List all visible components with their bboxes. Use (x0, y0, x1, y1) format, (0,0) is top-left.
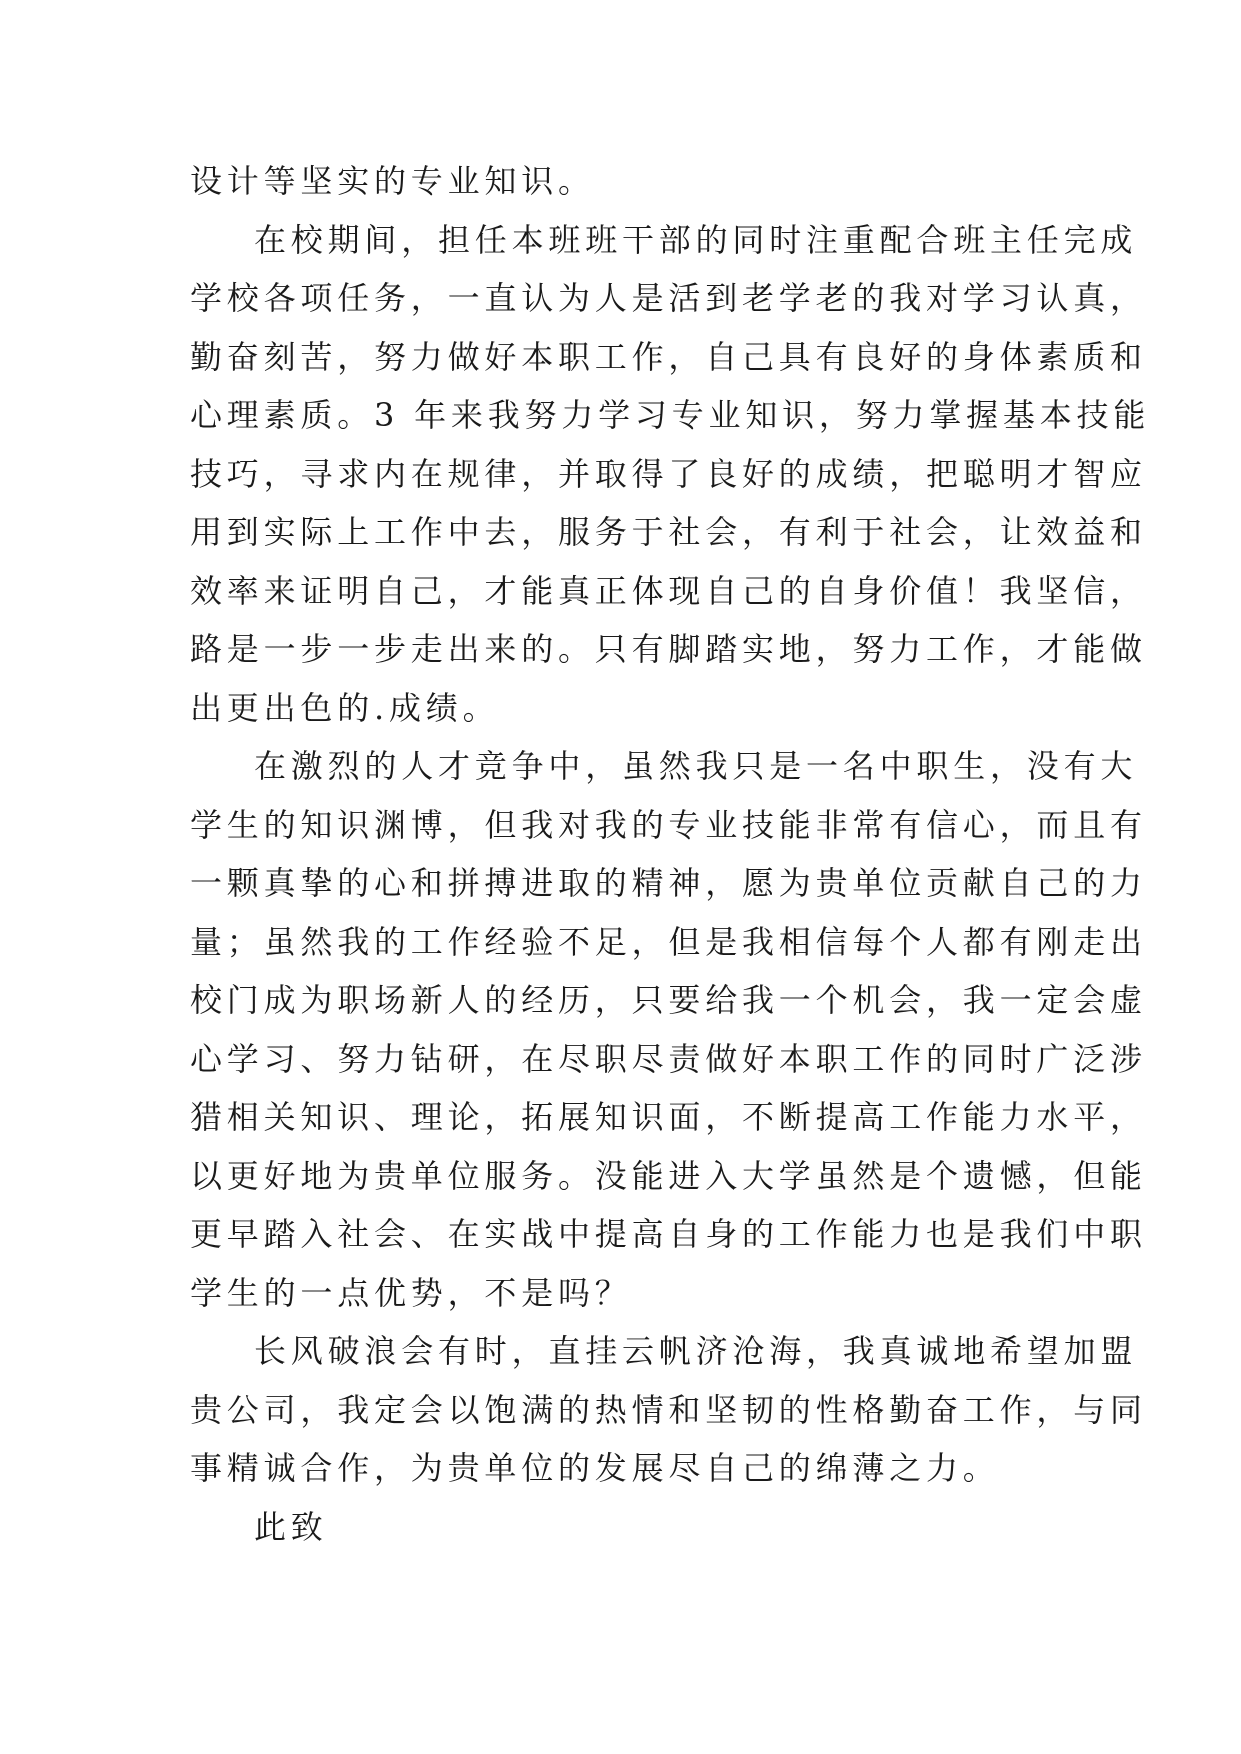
text-line: 心理素质。3 年来我努力学习专业知识，努力掌握基本技能 (190, 396, 1151, 434)
text-line: 量；虽然我的工作经验不足，但是我相信每个人都有刚走出 (190, 922, 1147, 961)
text-line: 技巧，寻求内在规律，并取得了良好的成绩，把聪明才智应 (190, 454, 1147, 493)
text-line: 猎相关知识、理论，拓展知识面，不断提高工作能力水平， (190, 1098, 1147, 1136)
text-line: 效率来证明自己，才能真正体现自己的自身价值！我坚信， (190, 571, 1147, 610)
text-line: 路是一步一步走出来的。只有脚踏实地，努力工作，才能做 (190, 630, 1147, 668)
text-line: 事精诚合作，为贵单位的发展尽自己的绵薄之力。 (190, 1449, 1000, 1487)
text-line: 心学习、努力钻研，在尽职尽责做好本职工作的同时广泛涉 (190, 1039, 1147, 1078)
text-line: 贵公司，我定会以饱满的热情和坚韧的性格勤奋工作，与同 (190, 1390, 1147, 1429)
text-line: 学生的一点优势，不是吗？ (190, 1273, 632, 1312)
text-line: 学校各项任务，一直认为人是活到老学老的我对学习认真， (190, 279, 1147, 317)
paragraph-start-line: 在校期间，担任本班班干部的同时注重配合班主任完成 (254, 220, 1138, 259)
paragraph-start-line: 在激烈的人才竞争中，虽然我只是一名中职生，没有大 (254, 747, 1138, 785)
text-line: 校门成为职场新人的经历，只要给我一个机会，我一定会虚 (190, 981, 1147, 1019)
letter-body (190, 152, 1151, 1556)
text-line: 设计等坚实的专业知识。 (190, 162, 595, 200)
paragraph-start-line: 长风破浪会有时，直挂云帆济沧海，我真诚地希望加盟 (254, 1332, 1138, 1370)
text-line: 学生的知识渊博，但我对我的专业技能非常有信心，而且有 (190, 805, 1147, 844)
text-line: 一颗真挚的心和拼搏进取的精神，愿为贵单位贡献自己的力 (190, 864, 1147, 902)
text-line: 以更好地为贵单位服务。没能进入大学虽然是个遗憾，但能 (190, 1156, 1147, 1195)
text-line: 更早踏入社会、在实战中提高自身的工作能力也是我们中职 (190, 1215, 1147, 1253)
text-line: 出更出色的.成绩。 (190, 688, 500, 727)
text-line: 用到实际上工作中去，服务于社会，有利于社会，让效益和 (190, 513, 1147, 551)
text-line: 勤奋刻苦，努力做好本职工作，自己具有良好的身体素质和 (190, 337, 1147, 376)
closing-salutation: 此致 (254, 1507, 328, 1546)
